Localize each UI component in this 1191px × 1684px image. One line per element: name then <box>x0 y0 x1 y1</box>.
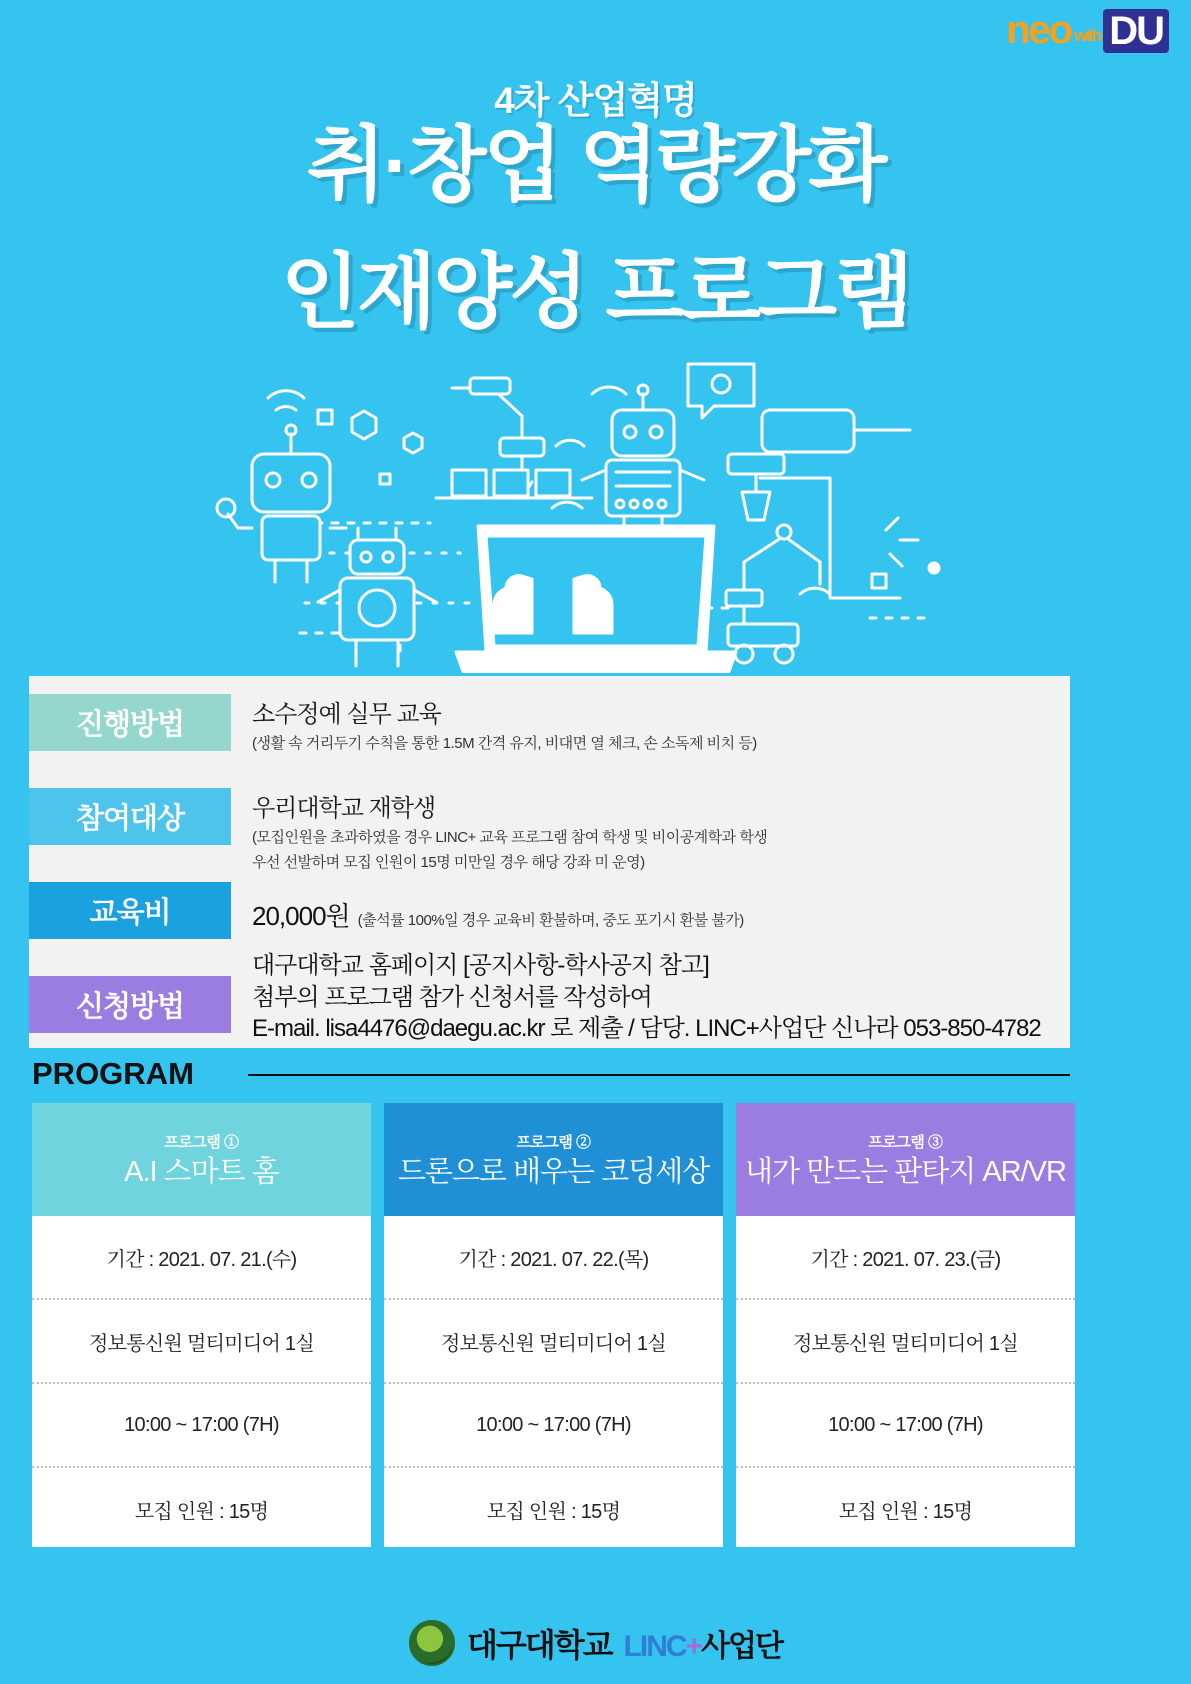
info-tag-apply: 신청방법 <box>29 976 231 1033</box>
info-head-target: 우리대학교 재학생 <box>252 795 436 822</box>
program-card-2-body <box>384 1216 723 1550</box>
footer-linc-korean: 사업단 <box>701 1630 783 1663</box>
university-seal-icon <box>409 1620 455 1666</box>
info-apply-line-1: 대구대학교 홈페이지 [공지사항-학사공지 참고] <box>252 952 709 979</box>
program-card-3-time: 10:00 ~ 17:00 (7H) <box>736 1384 1075 1468</box>
program-card-1-capacity: 모집 인원 : 15명 <box>134 1500 269 1523</box>
program-card-2-period: 기간 : 2021. 07. 22.(목) <box>384 1216 723 1300</box>
program-card-3-header <box>736 1103 1075 1216</box>
program-card-1-name: A.I 스마트 홈 <box>124 1155 279 1188</box>
info-note-method: (생활 속 거리두기 수칙을 통한 1.5M 간격 유지, 비대면 열 체크, 손 소독제 비치 등) <box>252 735 757 752</box>
info-fee-note: (출석률 100%일 경우 교육비 환불하며, 중도 포기시 환불 불가) <box>357 912 744 929</box>
program-card-3-period: 기간 : 2021. 07. 23.(금) <box>736 1216 1075 1300</box>
program-card-3-place: 정보통신원 멀티미디어 1실 <box>736 1300 1075 1384</box>
program-card-1 <box>32 1103 371 1547</box>
footer-linc-logo <box>624 1621 782 1665</box>
info-panel <box>29 676 1070 1048</box>
program-card-3-capacity: 모집 인원 : 15명 <box>838 1500 973 1523</box>
info-apply-line-3: E-mail. lisa4476@daegu.ac.kr 로 제출 / 담당. LINC+사업단 신나라 053-850-4782 <box>252 1015 1041 1043</box>
program-card-3-name: 내가 만드는 판타지 AR/VR <box>745 1155 1066 1188</box>
info-tag-method: 진행방법 <box>29 694 231 751</box>
footer <box>0 1620 1191 1666</box>
logo-neo-text: neo <box>1006 8 1072 52</box>
poster-subtitle: 4차 산업혁명 <box>494 80 697 121</box>
info-row-fee <box>29 882 744 939</box>
poster-title-line2: 인재양성 프로그램 <box>280 247 911 338</box>
program-card-2-name: 드론으로 배우는 코딩세상 <box>397 1155 710 1188</box>
program-card-2 <box>384 1103 723 1547</box>
info-row-target <box>29 788 767 874</box>
info-body-target <box>231 788 767 874</box>
program-divider <box>248 1074 1070 1076</box>
program-card-1-number: 프로그램 ① <box>164 1133 239 1151</box>
program-card-1-time: 10:00 ~ 17:00 (7H) <box>32 1384 371 1468</box>
info-row-method <box>29 694 757 756</box>
info-note-target-1: (모집인원을 초과하였을 경우 LINC+ 교육 프로그램 참여 학생 및 비이공계학과 학생 <box>252 829 768 846</box>
info-body-apply <box>231 950 1041 1045</box>
program-card-1-header <box>32 1103 371 1216</box>
logo-with-text: with <box>1074 26 1101 45</box>
info-tag-target: 참여대상 <box>29 788 231 845</box>
program-card-2-place: 정보통신원 멀티미디어 1실 <box>384 1300 723 1384</box>
logo-du-badge: DU <box>1103 9 1169 53</box>
footer-linc-plus: + <box>685 1630 702 1663</box>
program-card-2-capacity: 모집 인원 : 15명 <box>486 1500 621 1523</box>
info-body-fee <box>231 882 744 939</box>
program-card-2-header <box>384 1103 723 1216</box>
info-body-method <box>231 694 757 756</box>
info-note-target-2: 우선 선발하며 모집 인원이 15명 미만일 경우 해당 강좌 미 운영) <box>252 853 645 871</box>
info-apply-line-2: 첨부의 프로그램 참가 신청서를 작성하여 <box>252 983 652 1011</box>
program-card-3-number: 프로그램 ③ <box>868 1133 943 1151</box>
program-section-title: PROGRAM <box>32 1056 194 1091</box>
program-card-3-body <box>736 1216 1075 1550</box>
robot-illustration <box>0 358 1191 673</box>
footer-university-name: 대구대학교 <box>466 1627 612 1663</box>
info-tag-fee: 교육비 <box>29 882 231 939</box>
footer-linc-text: LINC <box>623 1630 686 1663</box>
poster-title-line1: 취·창업 역량강화 <box>306 120 885 211</box>
program-card-3 <box>736 1103 1075 1547</box>
program-card-1-period: 기간 : 2021. 07. 21.(수) <box>32 1216 371 1300</box>
program-card-1-body <box>32 1216 371 1550</box>
info-fee-amount: 20,000원 <box>252 901 350 931</box>
program-card-2-time: 10:00 ~ 17:00 (7H) <box>384 1384 723 1468</box>
info-row-apply <box>29 952 1041 1045</box>
info-head-method: 소수정예 실무 교육 <box>252 701 441 728</box>
brand-logo <box>1006 8 1169 53</box>
program-card-1-place: 정보통신원 멀티미디어 1실 <box>32 1300 371 1384</box>
program-card-2-number: 프로그램 ② <box>516 1133 591 1151</box>
